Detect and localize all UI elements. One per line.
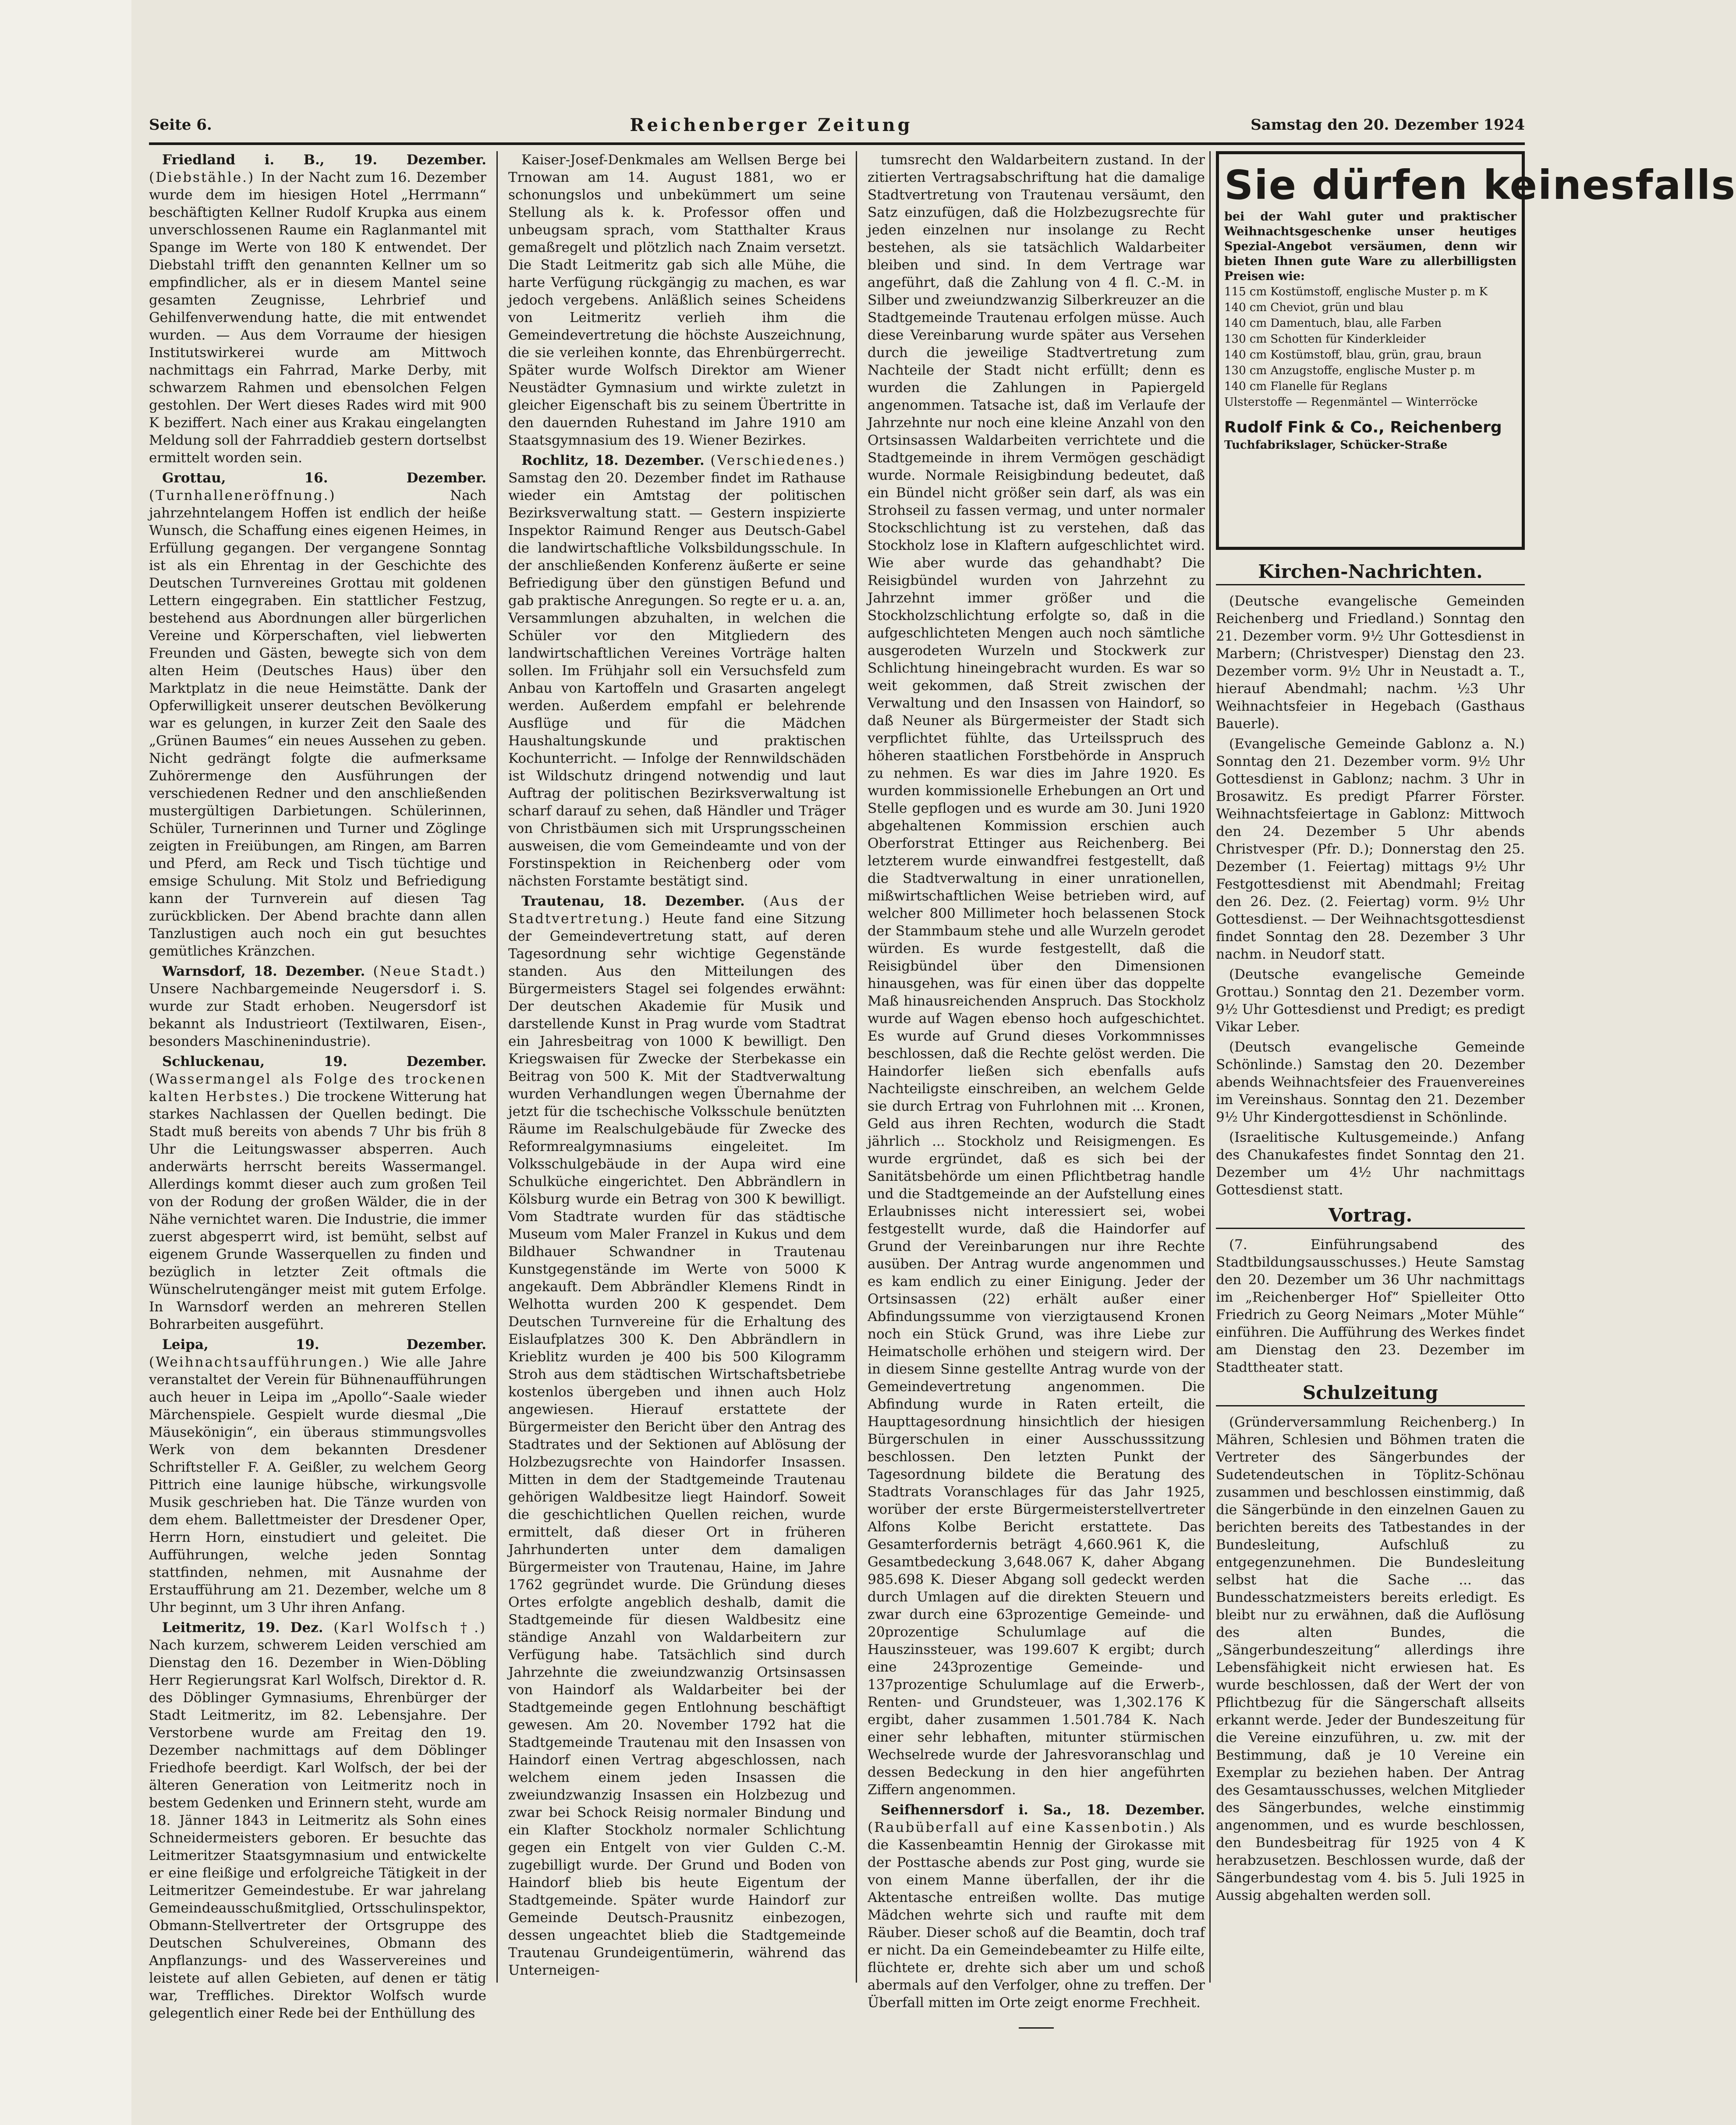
school-news-heading: Schulzeitung [1216, 1384, 1525, 1406]
article-dateline: Leipa, 19. Dezember. [162, 1337, 486, 1353]
church-news-heading: Kirchen-Nachrichten. [1216, 563, 1525, 585]
article [868, 151, 1205, 1799]
separator [1019, 2027, 1054, 2029]
article-body: Nach kurzem, schwerem Leiden verschied am Dienstag den 16. Dezember in Wien-Döbling Herr Regierungsrat Karl Wolfsch, Direktor d. R. des Döblinger Gymnasiums, Ehrenbürger der Stadt Leitmeritz, im 82. Lebensjahre. Der Verstorbene wurde am Freitag den 19. Dezember nachmittags auf dem Döblinger Friedhofe beerdigt. Karl Wolfsch, der bei der älteren Generation von Leitmeritz noch in bestem Gedenken und Erinnern steht, wurde am 18. Jänner 1843 in Leitmeritz als Sohn eines Schneidermeisters geboren. Er besuchte das Leitmeritzer Staatsgymnasium und entwickelte er eine fleißige und erfolgreiche Tätigkeit in der Leitmeritzer Gemeindestube. Er war jahrelang Gemeindeausschußmitglied, Ortsschulinspektor, Obmann-Stellvertreter der Ortsgruppe des Deutschen Schulvereines, Obmann des Anpflanzungs- und des Wasservereines und leistete auf allen Gebieten, auf denen er tätig war, Treffliches. Direktor Wolfsch wurde gelegentlich einer Rede bei der Enthüllung des [149, 1637, 486, 2021]
article-body: Als die Kassenbeamtin Hennig der Girokasse mit der Posttasche abends zur Post ging, wurde sie von einem Manne überfallen, der ihr die Aktentasche entreißen wollte. Das mutige Mädchen wehrte sich und raufte mit dem Räuber. Dieser schoß auf die Beamtin, doch traf er nicht. Da ein Gemeindebeamter zu Hilfe eilte, flüchtete er, drehte sich aber um und schoß abermals auf den Verfolger, ohne zu treffen. Der Überfall mitten im Orte zeigt enorme Frechheit. [868, 1820, 1205, 2011]
article-body: Wie alle Jahre veranstaltet der Verein für Bühnenaufführungen auch heuer in Leipa im „Apollo“-Saale wieder Märchenspiele. Gespielt wurde diesmal „Die Mäusekönigin“, ein überaus stimmungsvolles Werk von dem bekannten Dresdener Schriftsteller F. A. Geißler, zu welchem Georg Pittrich eine launige hübsche, wirkungsvolle Musik geschrieben hat. Die Tänze wurden von dem ehem. Ballettmeister der Dresdener Oper, Herrn Horn, einstudiert und geleitet. Die Aufführungen, welche jeden Sonntag stattfinden, nehmen, mit Ausnahme der Erstaufführung am 21. Dezember, welche um 8 Uhr beginnt, um 3 Uhr ihren Anfang. [149, 1354, 487, 1615]
ad-price-item: 140 cm Cheviot, grün und blau [1224, 301, 1404, 314]
article-body: Nach jahrzehntelangem Hoffen ist endlich der heiße Wunsch, die Schaffung eines eigenen Heimes, in Erfüllung gegangen. Der vergangene Sonntag ist als ein Ehrentag in der Geschichte des Deutschen Turnvereines Grottau mit goldenen Lettern eingegraben. Ein stattlicher Festzug, bestehend aus Abordnungen aller bürgerlichen Vereine und Körperschaften, viel liebwerten Freunden und Gästen, bewegte sich von dem alten Heim (Deutsches Haus) über den Marktplatz in die neue Heimstätte. Dank der Opferwilligkeit unserer deutschen Bevölkerung war es gelungen, in kurzer Zeit den Saale des „Grünen Baumes“ ein neues Aussehen zu geben. Nicht gedrängt folgte die aufmerksame Zuhörermenge den Ausführungen der verschiedenen Redner und den anschließenden mustergültigen Darbietungen. Schülerinnen, Schüler, Turnerinnen und Turner und Zöglinge zeigten in Freiübungen, am Ringen, am Barren und Pferd, am Reck und Tisch tüchtige und emsige Schulung. Mit Stolz und Befriedigung kann der Turnverein auf diesen Tag zurückblicken. Der Abend brachte dann allen Tanzlustigen auch noch ein gut besuchtes gemütliches Kränzchen. [149, 488, 486, 959]
article [508, 151, 846, 449]
article-dateline: Leitmeritz, 19. Dez. [162, 1620, 334, 1636]
column-rule [1209, 151, 1211, 1983]
church-notice: (Evangelische Gemeinde Gablonz a. N.) Sonntag den 21. Dezember vorm. 9½ Uhr Gottesdienst in Gablonz; nachm. 3 Uhr in Brosawitz. Es predigt Pfarrer Förster. Weihnachtsfeiertage in Gablonz: Mittwoch den 24. Dezember 5 Uhr abends Christvesper (Pfr. D.); Donnerstag den 25. Dezember (1. Feiertag) mittags 9½ Uhr Festgottesdienst mit Abendmahl; Freitag den 26. Dez. (2. Feiertag) vorm. 9½ Uhr Gottesdienst. — Der Weihnachtsgottesdienst findet Sonntag den 28. Dezember 3 Uhr nachm. in Neudorf statt. [1216, 736, 1525, 962]
church-notice: (Israelitische Kultusgemeinde.) Anfang des Chanukafestes findet Sonntag den 21. Dezember um 4½ Uhr nachmittags Gottesdienst statt. [1216, 1130, 1525, 1198]
article-dateline: Grottau, 16. Dezember. [162, 470, 486, 486]
article-dateline: Schluckenau, 19. Dezember. [162, 1054, 486, 1070]
article-dateline: Seifhennersdorf i. Sa., 18. Dezember. [881, 1802, 1205, 1818]
article [149, 151, 486, 467]
article-body: tumsrecht den Waldarbeitern zustand. In der zitierten Vertragsabschriftung hat die damalige Stadtvertretung von Trautenau versäumt, den Satz einzufügen, daß die Holzbezugsrechte für jeden einzelnen nur insolange zu Recht bestehen, als sie tatsächlich Waldarbeiter bleiben und sind. In dem Vertrage war angeführt, daß die Zahlung von 4 fl. C.-M. in Silber und zweiundzwanzig Silberkreuzer an die Stadtgemeinde Trautenau erfolgen müsse. Auch diese Vereinbarung wurde später aus Versehen durch die jeweilige Stadtvertretung zum Nachteile der Stadt nicht erfüllt; denn es wurden die Zahlungen in Papiergeld angenommen. Tatsache ist, daß im Verlaufe der Jahrzehnte nur noch eine kleine Anzahl von den Ortsinsassen Waldarbeiten verrichtete und die Stadtgemeinde in ihrem Vermögen geschädigt wurde. Normale Reisigbindung bedeutet, daß ein Bündel nicht größer sein darf, als was ein Strohseil zu fassen vermag, und unter normaler Stockschlichtung ist zu verstehen, daß das Stockholz lose in Klaftern aufgeschlichtet wird. Wie aber wurde das gehandhabt? Die Reisigbündel wurden von Jahrzehnt zu Jahrzehnt immer größer und die Stockholzschlichtung erfolgte so, daß in die aufgeschlichteten Mengen auch noch sämtliche ausgerodeten Wurzeln und Stockwerk zur Schlichtung hineingebracht wurden. Es war so weit gekommen, daß Streit zwischen der Verwaltung und den Insassen von Haindorf, so daß Neuner als Bürgermeister der Stadt sich verpflichtet fühlte, das Urteilsspruch des höheren staatlichen Forstbehörde in Anspruch zu nehmen. Es war dies im Jahre 1920. Es wurden kommissionelle Erhebungen an Ort und Stelle gepflogen und es wurde am 30. Juni 1920 abgehaltenen Kommission erschien auch Oberforstrat Ettinger aus Reichenberg. Bei letzterem wurde einwandfrei festgestellt, daß die Stadtverwaltung in einer unrationellen, mißwirtschaftlichen Weise betrieben wird, auf welcher 800 Millimeter hoch belassenen Stock der Stammbaum stehe und alle Wurzeln gerodet würden. Es wurde festgestellt, daß die Reisigbündel über den Dimensionen hinausgehen, was für einen über das doppelte Maß hinausreichenden Anspruch. Das Stockholz wurde auf Wagen ebenso hoch aufgeschichtet. Es wurde auf Grund dieses Vorkommnisses beschlossen, daß die Rechte gelöst werden. Die Haindorfer ließen sich ebenfalls aufs Nachteiligste einschreiben, an welchem Gelde sie durch Ertrag von Fuhrlohnen mit ... Kronen, Geld aus ihren Rechten, wodurch die Stadt jährlich ... Stockholz und Reisigmengen. Es wurde ergründet, daß es sich bei der Sanitätsbehörde um einen Pflichtbetrag handle und die Stadtgemeinde an der Aufstellung eines Erlaubnisses nicht interessiert sei, wobei festgestellt wurde, daß die Haindorfer auf Grund der Vereinbarungen nur ihre Rechte ausüben. Der Antrag wurde angenommen und es kam endlich zu einer Einigung. Jeder der Ortsinsassen (22) erhält außer einer Abfindungssumme von vierzigtausend Kronen noch ein Stück Grund, was ihre Liebe zur Heimatscholle erhöhen und steigern wird. Der in diesem Sinne gestellte Antrag wurde von der Gemeindevertretung angenommen. Die Abfindung wurde in Raten erteilt, die Haupttagesordnung hinsichtlich der hiesigen Bürgerschulen in einer Ausschusssitzung beschlossen. Den letzten Punkt der Tagesordnung bildete die Beratung des Stadtrats Voranschlages für das Jahr 1925, worüber der erste Bürgermeisterstellvertreter Alfons Kolbe Bericht erstattete. Das Gesamterfordernis beträgt 4,660.961 K, die Gesamtbedeckung 3,648.067 K, daher Abgang 985.698 K. Dieser Abgang soll gedeckt werden durch Umlagen auf die direkten Steuern und zwar durch eine 63prozentige Gemeinde- und 20prozentige Schulumlage auf die Hauszinssteuer, was 199.607 K ergibt; durch eine 243prozentige Gemeinde- und 137prozentige Schulumlage auf die Erwerb-, Renten- und Grundsteuer, was 1,302.176 K ergibt, daher zusammen 1.501.784 K. Nach einer sehr lebhaften, mitunter stürmischen Wechselrede wurde der Jahresvoranschlag und dessen Bedeckung in den hier angeführten Ziffern angenommen. [868, 152, 1205, 1798]
page-header [149, 112, 1525, 138]
article [149, 469, 486, 960]
newspaper-title: Reichenberger Zeitung [630, 114, 913, 135]
article-headline: (Turnhalleneröffnung.) [149, 488, 450, 503]
article [508, 892, 846, 1979]
ad-price-item: 140 cm Damentuch, blau, alle Farben [1224, 317, 1442, 330]
article-dateline: Warnsdorf, 18. Dezember. [162, 963, 373, 979]
header-rule [149, 142, 1525, 145]
article-body: Die trockene Witterung hat starkes Nachlassen der Quellen bedingt. Die Stadt muß bereits von abends 7 Uhr bis früh 8 Uhr die Leitungswasser absperren. Auch anderwärts herrscht bereits Wassermangel. Allerdings kommt dieser auch zum großen Teil von der Rodung der großen Wälder, die in der Nähe vernichtet waren. Die Industrie, die immer zuerst abgesperrt wird, ist bemüht, selbst auf eigenem Grunde Wasserquellen zu finden und bezüglich in letzter Zeit oftmals die Wünschelrutengänger meist mit gutem Erfolge. In Warnsdorf werden an mehreren Stellen Bohrarbeiten ausgeführt. [149, 1089, 486, 1332]
article [149, 1619, 486, 2022]
issue-date: Samstag den 20. Dezember 1924 [1251, 116, 1525, 134]
article-headline: (Neue Stadt.) [373, 963, 487, 979]
school-news-text: (Gründerversammlung Reichenberg.) In Mähren, Schlesien und Böhmen traten die Vertreter des Sängerbundes der Sudetendeutschen in Töplitz-Schönau zusammen und beschlossen einstimmig, daß die Sängerbünde in den einzelnen Gauen zu berichten bereits des Tatbestandes in der Bundesleitung, Aufschluß zu entgegenzunehmen. Die Bundesleitung selbst hat die Sache ... das Bundesschatzmeisters bereits erledigt. Es bleibt nur zu erwähnen, daß die Auflösung des alten Bundes, die „Sängerbundeszeitung“ allerdings ihre Lebensfähigkeit nicht erwiesen hat. Es wurde beschlossen, daß der Wert der von Pflichtbezug für die Sängerschaft allseits erkannt werde. Jeder der Bundeszeitung für die Vereine einzuführen, u. zw. mit der Bestimmung, daß je 10 Vereine ein Exemplar zu beziehen haben. Der Antrag des Gesamtausschusses, welchen Mitglieder des Sängerbundes, welche einstimmig angenommen, und es wurde beschlossen, den Bundesbeitrag für 1925 von 4 K herabzusetzen. Beschlossen wurde, daß der Sängerbundestag vom 4. bis 5. Juli 1925 in Aussig abgehalten werden soll. [1216, 1414, 1525, 1903]
article-body: In der Nacht zum 16. Dezember wurde dem im hiesigen Hotel „Herrmann“ beschäftigten Kellner Rudolf Krupka aus einem unverschlossenen Raume ein Raglanmantel mit Spange im Werte von 180 K entwendet. Der Diebstahl trifft den genannten Kellner um so empfindlicher, als er in diesem Mantel seine gesamten Zeugnisse, Lehrbrief und Gehilfenverwendung hatte, die mit entwendet wurden. — Aus dem Vorraume der hiesigen Institutswirkerei wurde am Mittwoch nachmittags ein Fahrrad, Marke Derby, mit schwarzem Rahmen und ebensolchen Felgen gestohlen. Der Wert dieses Rades wird mit 900 K beziffert. Nach einer aus Krakau eingelangten Meldung soll der Fahrraddieb gestern dortselbst ermittelt worden sein. [149, 170, 486, 466]
article-dateline: Rochlitz, 18. Dezember. [521, 453, 711, 468]
article-headline: (Raubüberfall auf eine Kassenbotin.) [868, 1820, 1184, 1835]
column-1 [149, 151, 486, 2070]
column-rule [856, 151, 857, 1983]
page-number: Seite 6. [149, 116, 212, 134]
ad-price-item: 140 cm Kostümstoff, blau, grün, grau, braun [1224, 348, 1482, 361]
ad-firm: Rudolf Fink & Co., Reichenberg [1224, 418, 1502, 436]
article [149, 1053, 486, 1333]
church-news [1216, 592, 1525, 1199]
ad-headline: Sie dürfen keinesfalls [1224, 162, 1736, 209]
ad-price-item: 130 cm Schotten für Kinderkleider [1224, 333, 1426, 346]
article-dateline: Trautenau, 18. Dezember. [521, 893, 763, 909]
lecture-text: (7. Einführungsabend des Stadtbildungsausschusses.) Heute Samstag den 20. Dezember um 36 Uhr nachmittags im „Reichenberger Hof“ Spielleiter Otto Friedrich zu Georg Neimars „Moter Mühle“ einführen. Die Aufführung des Werkes findet am Dienstag den 23. Dezember im Stadttheater statt. [1216, 1237, 1525, 1375]
church-notice: (Deutsche evangelische Gemeinden Reichenberg und Friedland.) Sonntag den 21. Dezember vorm. 9½ Uhr Gottesdienst in Marbern; (Christvesper) Dienstag den 23. Dezember vorm. 9½ Uhr in Neustadt a. T., hierauf Abendmahl; nachm. ½3 Uhr Weihnachtsfeier in Hegebach (Gasthaus Bauerle). [1216, 593, 1525, 732]
article [868, 1801, 1205, 2012]
ad-firm-address: Tuchfabrikslager, Schücker-Straße [1224, 439, 1448, 452]
article-headline: (Karl Wolfsch †.) [333, 1620, 487, 1636]
ad-intro: bei der Wahl guter und praktischer Weihnachtsgeschenke unser heutiges Spezial-Angebot versäumen, denn wir bieten Ihnen gute Ware zu allerbilligsten Preisen wie: [1224, 210, 1516, 283]
church-notice: (Deutsch evangelische Gemeinde Schönlinde.) Samstag den 20. Dezember abends Weihnachtsfeier des Frauenvereines im Vereinshaus. Sonntag den 21. Dezember 9½ Uhr Kindergottesdienst in Schönlinde. [1216, 1039, 1525, 1125]
article-body: Heute fand eine Sitzung der Gemeindevertretung statt, auf deren Tagesordnung sehr wichtige Gegenstände standen. Aus den Mitteilungen des Bürgermeisters Stagel sei folgendes erwähnt: Der deutschen Akademie für Musik und darstellende Kunst in Prag wurde vom Stadtrat ein Jahresbeitrag von 1000 K bewilligt. Den Kriegswaisen für Zwecke der Sterbekasse ein Beitrag von 500 K. Mit der Stadtverwaltung wurden Verhandlungen wegen Übernahme der jetzt für die tschechische Volksschule benützten Räume im Realschulgebäude für Zwecke des Reformrealgymnasiums eingeleitet. Im Volksschulgebäude in der Aupa wird eine Schulküche eingerichtet. Den Abbrändlern in Kölsburg wurde ein Betrag von 300 K bewilligt. Vom Stadtrate wurden für das städtische Museum vom Maler Franzel in Kukus und dem Bildhauer Schwandner in Trautenau Kunstgegenstände im Werte von 5000 K angekauft. Dem Abbrändler Klemens Rindt in Welhotta wurden 200 K gespendet. Dem Deutschen Turnvereine für die Erhaltung des Eislaufplatzes 300 K. Den Abbrändlern in Krieblitz wurden je 400 bis 500 Kilogramm Stroh aus dem städtischen Wirtschaftsbetriebe kostenlos übergeben und ihnen auch Holz angewiesen. Hierauf erstattete der Bürgermeister den Bericht über den Antrag des Stadtrates und der Sektionen auf Ablösung der Holzbezugsrechte von Haindorfer Insassen. Mitten in dem der Stadtgemeinde Trautenau gehörigen Waldbesitze liegt Haindorf. Soweit die geschichtlichen Quellen reichen, wurde ermittelt, daß dieser Ort in früheren Jahrhunderten unter dem damaligen Bürgermeister von Trautenau, Haine, im Jahre 1762 gegründet wurde. Die Gründung dieses Ortes erfolgte angeblich deshalb, damit die Stadtgemeinde für diesen Waldbesitz eine ständige Anzahl von Waldarbeitern zur Verfügung habe. Tatsächlich sind durch Jahrzehnte die zweiundzwanzig Ortsinsassen von Haindorf als Waldarbeiter bei der Stadtgemeinde gegen Entlohnung beschäftigt gewesen. Am 20. November 1792 hat die Stadtgemeinde Trautenau mit den Insassen von Haindorf einen Vertrag abgeschlossen, nach welchem einem jeden Insassen die zweiundzwanzig Insassen ein Holzbezug und zwar bei Schock Reisig normaler Bindung und ein Klafter Stockholz normaler Schlichtung gegen ein Entgelt von vier Gulden C.-M. zugebilligt wurde. Der Grund und Boden von Haindorf blieb bis heute Eigentum der Stadtgemeinde. Später wurde Haindorf zur Gemeinde Deutsch-Prausnitz einbezogen, dessen ungeachtet blieb die Stadtgemeinde Trautenau Grundeigentümerin, während das Unterneigen- [508, 911, 846, 1978]
article [508, 452, 846, 890]
lecture-heading: Vortrag. [1216, 1207, 1525, 1229]
article-dateline: Friedland i. B., 19. Dezember. [162, 152, 486, 168]
ad-extra: Ulsterstoffe — Regenmäntel — Winterröcke [1224, 396, 1478, 409]
article [149, 1336, 486, 1616]
ad-price-list [1224, 284, 1516, 394]
church-notice: (Deutsche evangelische Gemeinde Grottau.) Sonntag den 21. Dezember vorm. 9½ Uhr Gottesdienst und Predigt; es predigt Vikar Leber. [1216, 967, 1525, 1035]
column-4 [1216, 151, 1736, 2070]
column-rule [496, 151, 498, 1983]
column-3 [868, 151, 1205, 2070]
article-body: Unsere Nachbargemeinde Neugersdorf i. S. wurde zur Stadt erhoben. Neugersdorf ist bekannt als Industrieort (Textilwaren, Eisen-, besonders Maschinenindustrie). [149, 981, 486, 1049]
article-headline: (Verschiedenes.) [710, 453, 846, 468]
advertisement [1216, 151, 1736, 550]
article-headline: (Weihnachtsaufführungen.) [149, 1354, 381, 1370]
article [149, 963, 486, 1050]
ad-price-item: 130 cm Anzugstoffe, englische Muster p. m [1224, 364, 1475, 377]
article-headline: (Wassermangel als Folge des trockenen kalten Herbstes.) [149, 1071, 486, 1105]
article-body: Kaiser-Josef-Denkmales am Wellsen Berge bei Trnowan am 14. August 1881, wo er schonungslos und unbekümmert um seine Stellung als k. k. Professor offen und unbeugsam sprach, vom Statthalter Kraus gemaßregelt und plötzlich nach Znaim versetzt. Die Stadt Leitmeritz gab sich alle Mühe, die harte Verfügung rückgängig zu machen, es war jedoch vergebens. Anläßlich seines Scheidens von Leitmeritz verlieh ihm die Gemeindevertretung die höchste Auszeichnung, die sie verleihen konnte, das Ehrenbürgerrecht. Später wurde Wolfsch Direktor am Wiener Neustädter Gymnasium und wirkte zuletzt in gleicher Eigenschaft bis zu seinem Übertritte in den dauernden Ruhestand im Jahre 1910 am Staatsgymnasium des 19. Wiener Bezirkes. [508, 152, 846, 448]
ad-price-item: 140 cm Flanelle für Reglans [1224, 380, 1388, 393]
article-headline: (Aus der Stadtvertretung.) [508, 893, 846, 927]
left-margin [0, 0, 131, 2125]
column-2 [508, 151, 846, 2070]
article-headline: (Diebstähle.) [149, 170, 261, 185]
ad-price-item: 115 cm Kostümstoff, englische Muster p. m K [1224, 285, 1488, 298]
article-body: Samstag den 20. Dezember findet im Rathause wieder ein Amtstag der politischen Bezirksverwaltung statt. — Gestern inspizierte Inspektor Raimund Renger aus Deutsch-Gabel die landwirtschaftliche Volksbildungsschule. In der anschließenden Konferenz äußerte er seine Befriedigung über den günstigen Befund und gab praktische Anregungen. So regte er u. a. an, Versammlungen abzuhalten, in welchen die Schüler vor den Mitgliedern des landwirtschaftlichen Vereines Vorträge halten sollen. Im Frühjahr soll ein Versuchsfeld zum Anbau von Kartoffeln und Grasarten angelegt werden. Außerdem empfahl er belehrende Ausflüge und für die Mädchen Haushaltungskunde und praktischen Kochunterricht. — Infolge der Rennwildschäden ist Wildschutz dringend notwendig und laut Auftrag der politischen Bezirksverwaltung ist scharf darauf zu sehen, daß Händler und Träger von Christbäumen sich mit Ursprungsscheinen ausweisen, die vom Gemeindeamte und von der Forstinspektion in Reichenberg oder vom nächsten Forstamte bestätigt sind. [508, 470, 846, 889]
